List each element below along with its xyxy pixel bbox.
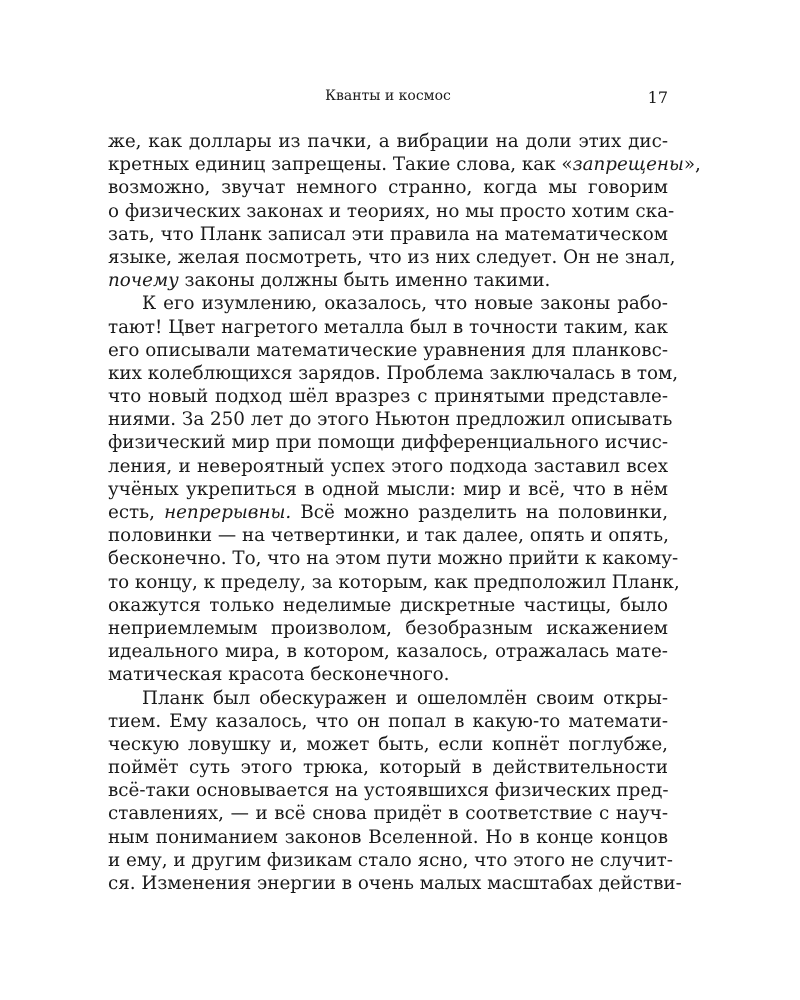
emphasis: непрерывны.: [164, 502, 292, 523]
text-line: ких колеблющихся зарядов. Проблема заключалась в том,: [108, 362, 679, 384]
text-line: ниями. За 250 лет до этого Ньютон предложил описывать: [108, 409, 673, 431]
text-line: кретных единиц запрещены. Такие слова, как «запрещены»,: [108, 154, 701, 176]
text-line: ческую ловушку и, может быть, если копнёт поглубже,: [108, 733, 668, 755]
running-title: Кванты и космос: [325, 88, 451, 104]
page-number: 17: [647, 88, 668, 107]
text-line: неприемлемым произволом, безобразным искажением: [108, 617, 668, 639]
text-line: то концу, к пределу, за которым, как предположил Планк,: [108, 571, 680, 593]
text-line: тают! Цвет нагретого металла был в точности таким, как: [108, 316, 668, 338]
text-line: идеального мира, в котором, казалось, отражалась мате-: [108, 641, 668, 663]
text-line: же, как доллары из пачки, а вибрации на доли этих дис-: [108, 131, 668, 152]
text-line: почему законы должны быть именно такими.: [108, 270, 551, 292]
text-line: тием. Ему казалось, что он попал в какую-то математи-: [108, 710, 668, 732]
emphasis: запрещены: [572, 154, 684, 176]
text-line: ставлениях, — и всё снова придёт в соответствие с науч-: [108, 803, 668, 825]
text-line: ся. Изменения энергии в очень малых масштабах действи-: [108, 873, 682, 894]
text-line: его описывали математические уравнения для планковс-: [108, 339, 668, 361]
text-line: языке, желая посмотреть, что из них следует. Он не знал,: [108, 246, 676, 268]
text-line: окажутся только неделимые дискретные частицы, было: [108, 594, 668, 616]
text-line: зать, что Планк записал эти правила на математическом: [108, 223, 668, 245]
text-line: поймёт суть этого трюка, который в действительности: [108, 757, 668, 779]
text-line: что новый подход шёл вразрез с принятыми представле-: [108, 386, 668, 408]
page-header: [108, 88, 668, 110]
text-line: возможно, звучат немного странно, когда мы говорим: [108, 177, 668, 199]
text-line: учёных укрепиться в одной мысли: мир и всё, что в нём: [108, 478, 668, 500]
text-line: матическая красота бесконечного.: [108, 664, 450, 686]
body-text: [108, 130, 701, 895]
text-line: всё-таки основывается на устоявшихся физических пред-: [108, 780, 669, 802]
text-line: бесконечно. То, что на этом пути можно прийти к какому-: [108, 548, 679, 570]
text-line: есть, непрерывны. Всё можно разделить на половинки,: [108, 502, 669, 523]
text-line: Планк был обескуражен и ошеломлён своим откры-: [142, 687, 668, 709]
text-line: ления, и невероятный успех этого подхода заставил всех: [108, 455, 668, 477]
text-line: физический мир при помощи дифференциального исчис-: [108, 432, 668, 454]
emphasis: почему: [108, 270, 179, 292]
text-line: половинки — на четвертинки, и так далее, опять и опять,: [108, 525, 669, 547]
text-line: и ему, и другим физикам стало ясно, что этого не случит-: [108, 849, 673, 871]
text-line: о физических законах и теориях, но мы просто хотим ска-: [108, 200, 675, 222]
text-line: ным пониманием законов Вселенной. Но в конце концов: [108, 826, 668, 848]
text-line: К его изумлению, оказалось, что новые законы рабо-: [142, 293, 668, 315]
